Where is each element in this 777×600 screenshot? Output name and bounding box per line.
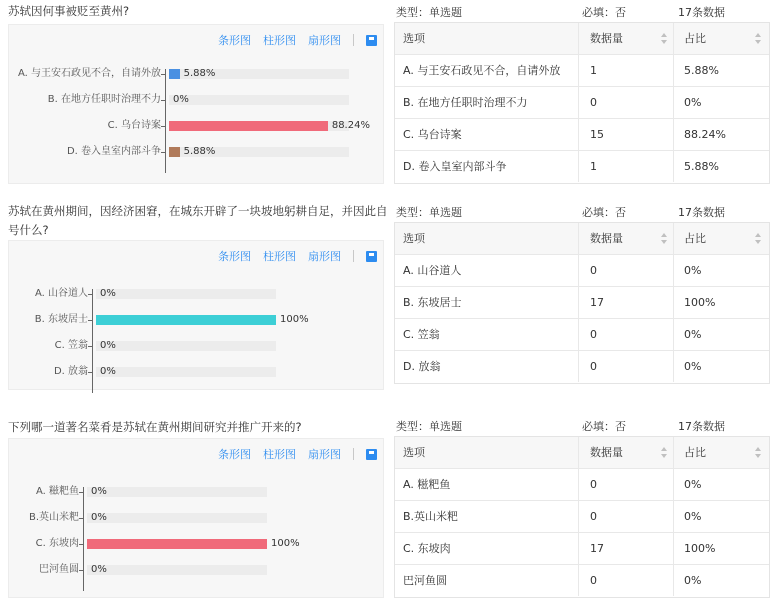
column-divider [578,287,579,318]
table-row [395,151,769,183]
header-option: 选项 [403,32,425,45]
sort-icon[interactable] [755,447,761,458]
chart-bar-row [9,561,385,579]
table-row [395,287,769,319]
cell-count: 17 [590,542,604,555]
chart-panel [8,24,384,184]
cell-count: 0 [590,96,597,109]
chart-bar-row [9,337,385,355]
sort-icon[interactable] [755,33,761,44]
cell-count: 0 [590,360,597,373]
toolbar-divider [353,250,354,262]
table-row [395,255,769,287]
table-row [395,55,769,87]
pie-chart-tab[interactable]: 扇形图 [308,250,341,263]
chart-bar-track [169,95,349,105]
column-divider [578,319,579,350]
cell-ratio: 0% [684,574,702,587]
chart-value-label: 88.24% [331,120,370,131]
column-divider [673,437,674,468]
table-row [395,533,769,565]
column-divider [578,501,579,532]
cell-count: 0 [590,574,597,587]
cell-ratio: 5.88% [684,160,719,173]
header-option: 选项 [403,446,425,459]
column-divider [673,87,674,118]
question-data-count: 17条数据 [678,206,725,219]
chart-axis-tick [161,100,165,101]
question-required: 必填：否 [582,206,626,219]
table-row [395,351,769,383]
chart-bar-track [96,341,276,351]
column-chart-tab[interactable]: 柱形图 [263,250,296,263]
chart-category-label: B. 在地方任职时治理不力 [47,94,161,105]
column-divider [578,119,579,150]
column-divider [673,469,674,500]
chart-category-label: A. 糍粑鱼 [35,486,79,497]
chart-category-label: D. 卷入皇室内部斗争 [66,146,161,157]
column-divider [673,255,674,286]
cell-count: 1 [590,64,597,77]
chart-category-label: D. 放翁 [53,366,88,377]
chart-bar-row [9,285,385,303]
column-divider [578,23,579,54]
cell-option: B. 东坡居士 [403,296,462,309]
results-table [394,22,770,184]
question-required: 必填：否 [582,6,626,19]
chart-axis-tick [79,518,83,519]
cell-option: A. 山谷道人 [403,264,462,277]
column-divider [673,151,674,182]
cell-count: 0 [590,328,597,341]
cell-option: D. 卷入皇室内部斗争 [403,160,507,173]
question-data-count: 17条数据 [678,6,725,19]
table-row [395,119,769,151]
column-divider [673,351,674,382]
cell-count: 0 [590,264,597,277]
header-ratio[interactable]: 占比 [684,446,706,459]
column-divider [578,351,579,382]
column-divider [578,565,579,596]
results-table [394,222,770,384]
table-row [395,319,769,351]
cell-option: 巴河鱼圆 [403,574,447,587]
chart-bar-row [9,311,385,329]
chart-bar [169,147,180,157]
cell-ratio: 0% [684,360,702,373]
sort-icon[interactable] [661,233,667,244]
chart-value-label: 0% [100,366,116,377]
table-header-row [395,223,769,255]
question-meta [396,418,777,438]
header-count[interactable]: 数据量 [590,446,623,459]
table-header-row [395,23,769,55]
column-chart-tab[interactable]: 柱形图 [263,448,296,461]
pie-chart-tab[interactable]: 扇形图 [308,34,341,47]
chart-axis-tick [161,152,165,153]
table-header-row [395,437,769,469]
chart-bar-track [87,565,267,575]
table-row [395,501,769,533]
chart-value-label: 0% [100,288,116,299]
chart-bar-track [87,513,267,523]
cell-ratio: 0% [684,510,702,523]
question-required: 必填：否 [582,420,626,433]
chart-axis-tick [79,492,83,493]
chart-category-label: A. 山谷道人 [34,288,88,299]
chart-bar-row [9,65,385,83]
column-divider [578,87,579,118]
chart-category-label: B. 东坡居士 [34,314,88,325]
column-divider [673,223,674,254]
question-title: 下列哪一道著名菜肴是苏轼在黄州期间研究并推广开来的? [8,420,302,434]
header-ratio[interactable]: 占比 [684,232,706,245]
chart-value-label: 100% [280,314,309,325]
header-count[interactable]: 数据量 [590,232,623,245]
chart-bar-track [87,487,267,497]
column-divider [673,319,674,350]
question-meta [396,4,777,24]
chart-value-label: 5.88% [183,68,216,79]
sort-icon[interactable] [661,447,667,458]
chart-value-label: 5.88% [183,146,216,157]
chart-bar [169,69,180,79]
save-icon[interactable] [366,449,377,460]
cell-ratio: 88.24% [684,128,726,141]
chart-axis-tick [88,294,92,295]
chart-bar-row [9,143,385,161]
chart-bar-row [9,483,385,501]
cell-count: 0 [590,478,597,491]
column-divider [673,565,674,596]
chart-axis-tick [88,346,92,347]
results-table [394,436,770,598]
column-divider [673,501,674,532]
question-title: 苏轼因何事被贬至黄州? [8,4,130,18]
chart-category-label: A. 与王安石政见不合，自请外放 [17,68,161,79]
chart-bar-row [9,117,385,135]
cell-option: C. 东坡肉 [403,542,451,555]
chart-value-label: 0% [91,512,107,523]
chart-toolbar [218,439,377,469]
chart-axis-tick [161,126,165,127]
chart-bar [169,121,328,131]
column-divider [578,469,579,500]
column-divider [578,437,579,468]
chart-toolbar [218,241,377,271]
cell-option: A. 与王安石政见不合，自请外放 [403,64,561,77]
save-icon[interactable] [366,251,377,262]
question-type: 类型：单选题 [396,420,462,433]
cell-count: 1 [590,160,597,173]
chart-axis-tick [79,570,83,571]
chart-category-label: C. 东坡肉 [35,538,79,549]
cell-count: 0 [590,510,597,523]
chart-axis-tick [161,74,165,75]
sort-icon[interactable] [755,233,761,244]
cell-ratio: 0% [684,96,702,109]
cell-ratio: 0% [684,264,702,277]
header-count[interactable]: 数据量 [590,32,623,45]
column-divider [673,119,674,150]
chart-bar-row [9,363,385,381]
column-divider [578,533,579,564]
column-divider [673,23,674,54]
chart-bar-track [96,315,276,325]
chart-category-label: C. 笠翁 [54,340,88,351]
chart-value-label: 0% [91,486,107,497]
chart-bar-track [87,539,267,549]
cell-ratio: 100% [684,296,716,309]
table-row [395,565,769,597]
chart-axis-tick [88,372,92,373]
pie-chart-tab[interactable]: 扇形图 [308,448,341,461]
column-divider [578,223,579,254]
chart-axis-tick [88,320,92,321]
column-divider [673,287,674,318]
chart-category-label: B.英山米粑 [28,512,79,523]
chart-value-label: 100% [271,538,300,549]
cell-option: C. 笠翁 [403,328,440,341]
cell-option: B. 在地方任职时治理不力 [403,96,528,109]
column-chart-tab[interactable]: 柱形图 [263,34,296,47]
sort-icon[interactable] [661,33,667,44]
chart-panel [8,438,384,598]
chart-bar-row [9,535,385,553]
header-ratio[interactable]: 占比 [684,32,706,45]
toolbar-divider [353,448,354,460]
cell-option: A. 糍粑鱼 [403,478,451,491]
column-divider [578,255,579,286]
cell-option: B.英山米粑 [403,510,459,523]
question-type: 类型：单选题 [396,206,462,219]
column-divider [578,55,579,86]
cell-ratio: 0% [684,478,702,491]
table-row [395,87,769,119]
chart-toolbar [218,25,377,55]
toolbar-divider [353,34,354,46]
cell-ratio: 0% [684,328,702,341]
table-row [395,469,769,501]
column-divider [578,151,579,182]
cell-ratio: 100% [684,542,716,555]
question-data-count: 17条数据 [678,420,725,433]
column-divider [673,55,674,86]
chart-category-label: 巴河鱼圆 [39,564,79,575]
chart-bar-track [96,289,276,299]
cell-ratio: 5.88% [684,64,719,77]
chart-value-label: 0% [91,564,107,575]
question-title: 苏轼在黄州期间，因经济困窘，在城东开辟了一块坡地躬耕自足，并因此自号什么? [8,204,388,237]
chart-axis-tick [79,544,83,545]
question-meta [396,204,777,224]
question-type: 类型：单选题 [396,6,462,19]
bar-chart-tab[interactable]: 条形图 [218,250,251,263]
bar-chart-tab[interactable]: 条形图 [218,34,251,47]
chart-bar-track [96,367,276,377]
chart-bar-row [9,91,385,109]
cell-count: 17 [590,296,604,309]
chart-bar-track [169,121,349,131]
chart-bar-row [9,509,385,527]
chart-bar [87,539,267,549]
bar-chart-tab[interactable]: 条形图 [218,448,251,461]
cell-option: C. 乌台诗案 [403,128,462,141]
column-divider [673,533,674,564]
header-option: 选项 [403,232,425,245]
chart-value-label: 0% [100,340,116,351]
cell-option: D. 放翁 [403,360,441,373]
chart-bar [96,315,276,325]
cell-count: 15 [590,128,604,141]
chart-panel [8,240,384,390]
chart-category-label: C. 乌台诗案 [107,120,161,131]
chart-value-label: 0% [173,94,189,105]
save-icon[interactable] [366,35,377,46]
